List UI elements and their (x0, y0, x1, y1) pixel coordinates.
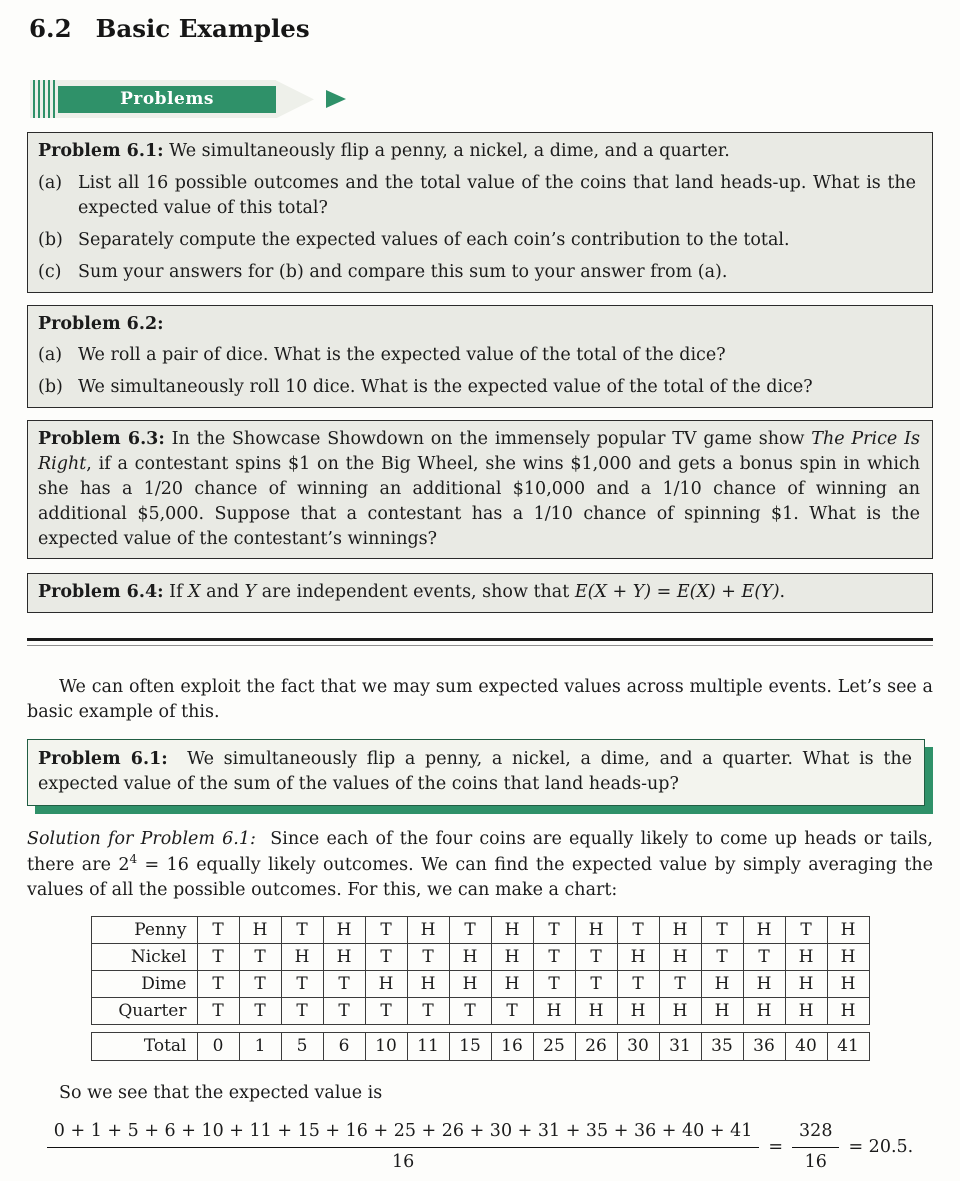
equals-sign: = (768, 1136, 784, 1157)
table-cell: T (281, 971, 323, 998)
highlighted-problem-box (27, 739, 925, 806)
table-cell: H (365, 971, 407, 998)
section-divider (27, 638, 933, 646)
table-cell: T (197, 916, 239, 943)
table-cell: H (533, 998, 575, 1025)
table-cell: 35 (701, 1033, 743, 1060)
table-cell: H (827, 998, 869, 1025)
solution-lead: Solution for Problem 6.1: (27, 828, 256, 849)
table-cell: H (659, 916, 701, 943)
table-cell: T (365, 998, 407, 1025)
problem-6-2-part-a (38, 343, 920, 368)
table-cell: H (575, 916, 617, 943)
problem-6-4-text-1: If (169, 582, 189, 603)
problem-6-3-text-2: , if a contestant spins $1 on the Big Wheel, she wins $1,000 and gets a bonus spin in which she has a 1/20 chance of winning an additional $10,000 and a 1/10 chance of winning an additional $5,000. Suppose that a contestant has a 1/10 chance of spinning $1. What is the expected value of the contestant’s winnings? (38, 453, 920, 549)
row-label: Quarter (91, 998, 197, 1025)
intro-paragraph: We can often exploit the fact that we may sum expected values across multiple events. Let’s see a basic example of this. (27, 677, 933, 723)
part-tag: (a) (38, 173, 63, 194)
problem-6-2-part-b (38, 375, 920, 400)
problem-6-3-body (38, 427, 920, 551)
table-cell: 25 (533, 1033, 575, 1060)
table-cell: T (701, 916, 743, 943)
coin-flip-table (91, 916, 870, 1026)
table-cell: T (197, 944, 239, 971)
expected-value-equation (27, 1119, 933, 1175)
highlight-problem-text: We simultaneously flip a penny, a nickel, a dime, and a quarter. What is the expected value of the sum of the values of the coins that land heads-up? (38, 748, 912, 794)
problem-6-4-text-4: . (779, 582, 786, 603)
table-cell: T (449, 998, 491, 1025)
table-cell: T (239, 944, 281, 971)
table-cell: 1 (239, 1033, 281, 1060)
table-cell: H (701, 971, 743, 998)
table-cell: H (407, 916, 449, 943)
problem-box-6-3 (27, 420, 933, 559)
table-cell: T (281, 998, 323, 1025)
table-row (91, 916, 869, 943)
table-cell: 11 (407, 1033, 449, 1060)
table-cell: H (491, 916, 533, 943)
section-number: 6.2 (29, 14, 72, 43)
table-cell: 6 (323, 1033, 365, 1060)
expectation-identity: E(X + Y) = E(X) + E(Y) (574, 582, 780, 603)
highlight-problem-body (38, 747, 912, 797)
table-cell: T (197, 971, 239, 998)
table-cell: T (449, 916, 491, 943)
table-cell: 16 (491, 1033, 533, 1060)
table-cell: T (575, 971, 617, 998)
table-cell: H (323, 916, 365, 943)
table-cell: H (659, 998, 701, 1025)
sum-fraction-numerator: 0 + 1 + 5 + 6 + 10 + 11 + 15 + 16 + 25 + 26 + 30 + 31 + 35 + 36 + 40 + 41 (47, 1119, 760, 1148)
problem-6-4-text-2: and (200, 582, 245, 603)
table-cell: 31 (659, 1033, 701, 1060)
table-cell: T (785, 916, 827, 943)
table-cell: T (743, 944, 785, 971)
part-text: We roll a pair of dice. What is the expected value of the total of the dice? (78, 345, 726, 366)
table-row (91, 998, 869, 1025)
table-cell: H (827, 916, 869, 943)
problem-6-1-part-c (38, 260, 920, 285)
sum-fraction (47, 1119, 760, 1175)
exponent: 4 (129, 852, 138, 867)
problem-6-4-label: Problem 6.4: (38, 582, 164, 603)
result-fraction (792, 1119, 839, 1175)
closing-line: So we see that the expected value is (59, 1082, 383, 1103)
problem-box-6-2 (27, 305, 933, 409)
row-label: Dime (91, 971, 197, 998)
table-cell: 5 (281, 1033, 323, 1060)
problem-6-1-intro-text: We simultaneously flip a penny, a nickel, a dime, and a quarter. (169, 141, 730, 162)
variable-x: X (188, 582, 201, 603)
total-table-body (91, 1033, 869, 1060)
problem-6-4-body (38, 580, 920, 605)
table-cell: 15 (449, 1033, 491, 1060)
table-cell: T (281, 916, 323, 943)
table-row (91, 1033, 869, 1060)
outcome-chart (27, 916, 933, 1061)
table-cell: T (197, 998, 239, 1025)
problems-banner-label: Problems (58, 86, 276, 113)
table-cell: T (533, 971, 575, 998)
pencil-point-icon (326, 90, 346, 108)
problem-box-6-4 (27, 573, 933, 613)
problems-banner (30, 79, 933, 119)
table-cell: H (449, 944, 491, 971)
part-text: We simultaneously roll 10 dice. What is the expected value of the total of the dice? (78, 377, 813, 398)
problem-6-2-intro (38, 312, 920, 337)
section-heading (29, 14, 933, 43)
part-text: Separately compute the expected values of each coin’s contribution to the total. (78, 229, 790, 250)
pencil-eraser-stripes-icon (30, 80, 58, 118)
table-cell: T (617, 971, 659, 998)
problem-6-1-label: Problem 6.1: (38, 141, 164, 162)
table-cell: H (827, 944, 869, 971)
table-cell: H (743, 971, 785, 998)
table-cell: T (407, 998, 449, 1025)
result-fraction-numerator: 328 (792, 1119, 839, 1148)
problem-box-6-1 (27, 132, 933, 292)
table-cell: 36 (743, 1033, 785, 1060)
table-cell: T (365, 944, 407, 971)
sum-fraction-denominator: 16 (391, 1152, 415, 1173)
table-cell: T (323, 998, 365, 1025)
table-cell: H (323, 944, 365, 971)
part-tag: (b) (38, 229, 63, 250)
table-cell: 40 (785, 1033, 827, 1060)
table-row (91, 971, 869, 998)
part-tag: (b) (38, 377, 63, 398)
table-cell: T (533, 944, 575, 971)
table-cell: H (827, 971, 869, 998)
table-cell: H (491, 971, 533, 998)
table-cell: T (617, 916, 659, 943)
table-cell: T (323, 971, 365, 998)
table-cell: 10 (365, 1033, 407, 1060)
problem-6-1-part-a (38, 171, 920, 221)
result-value: = 20.5. (848, 1136, 914, 1157)
pencil-body (58, 80, 276, 118)
row-label: Nickel (91, 944, 197, 971)
table-cell: H (617, 998, 659, 1025)
highlight-problem-label: Problem 6.1: (38, 748, 168, 769)
table-cell: H (785, 944, 827, 971)
problem-6-2-label: Problem 6.2: (38, 313, 164, 334)
table-cell: T (659, 971, 701, 998)
table-cell: H (743, 998, 785, 1025)
table-cell: T (239, 971, 281, 998)
solution-text-1: Since each of the four coins are equally likely to come up heads or tails, there are 2 (27, 828, 933, 876)
table-cell: T (239, 998, 281, 1025)
section-title-text: Basic Examples (95, 14, 310, 43)
tv-show-title: The Price Is Right (38, 429, 920, 474)
part-text: List all 16 possible outcomes and the total value of the coins that land heads-up. What is the expected value of this total? (78, 173, 916, 219)
problem-6-1-intro (38, 139, 920, 164)
problem-6-4-text-3: are independent events, show that (256, 582, 575, 603)
table-cell: H (701, 998, 743, 1025)
total-row-table (91, 1032, 870, 1060)
problem-6-3-text-1: In the Showcase Showdown on the immensely popular TV game show (171, 429, 812, 450)
table-cell: 41 (827, 1033, 869, 1060)
solution-text-2: = 16 equally likely outcomes. We can find the expected value by simply averaging the values of all the possible outcomes. For this, we can make a chart: (27, 855, 934, 901)
table-cell: T (701, 944, 743, 971)
textbook-page (27, 14, 933, 1175)
part-text: Sum your answers for (b) and compare this sum to your answer from (a). (78, 261, 728, 282)
table-cell: H (785, 971, 827, 998)
part-tag: (c) (38, 261, 62, 282)
solution-paragraph (27, 827, 933, 903)
problem-6-3-label: Problem 6.3: (38, 429, 165, 450)
table-cell: H (617, 944, 659, 971)
table-cell: T (491, 998, 533, 1025)
table-cell: 0 (197, 1033, 239, 1060)
row-label: Penny (91, 916, 197, 943)
table-cell: 30 (617, 1033, 659, 1060)
table-cell: H (659, 944, 701, 971)
table-cell: T (407, 944, 449, 971)
table-row (91, 944, 869, 971)
table-cell: T (575, 944, 617, 971)
pencil-tip-icon (276, 80, 314, 118)
result-fraction-denominator: 16 (804, 1152, 827, 1173)
problem-6-1-part-b (38, 228, 920, 253)
table-cell: H (281, 944, 323, 971)
table-cell: H (491, 944, 533, 971)
table-cell: H (449, 971, 491, 998)
part-tag: (a) (38, 345, 63, 366)
table-cell: H (407, 971, 449, 998)
table-cell: H (785, 998, 827, 1025)
table-cell: 26 (575, 1033, 617, 1060)
table-cell: H (239, 916, 281, 943)
table-cell: H (743, 916, 785, 943)
table-cell: H (575, 998, 617, 1025)
coin-flip-table-body (91, 916, 869, 1025)
variable-y: Y (244, 582, 257, 603)
table-cell: T (365, 916, 407, 943)
row-label: Total (91, 1033, 197, 1060)
table-cell: T (533, 916, 575, 943)
